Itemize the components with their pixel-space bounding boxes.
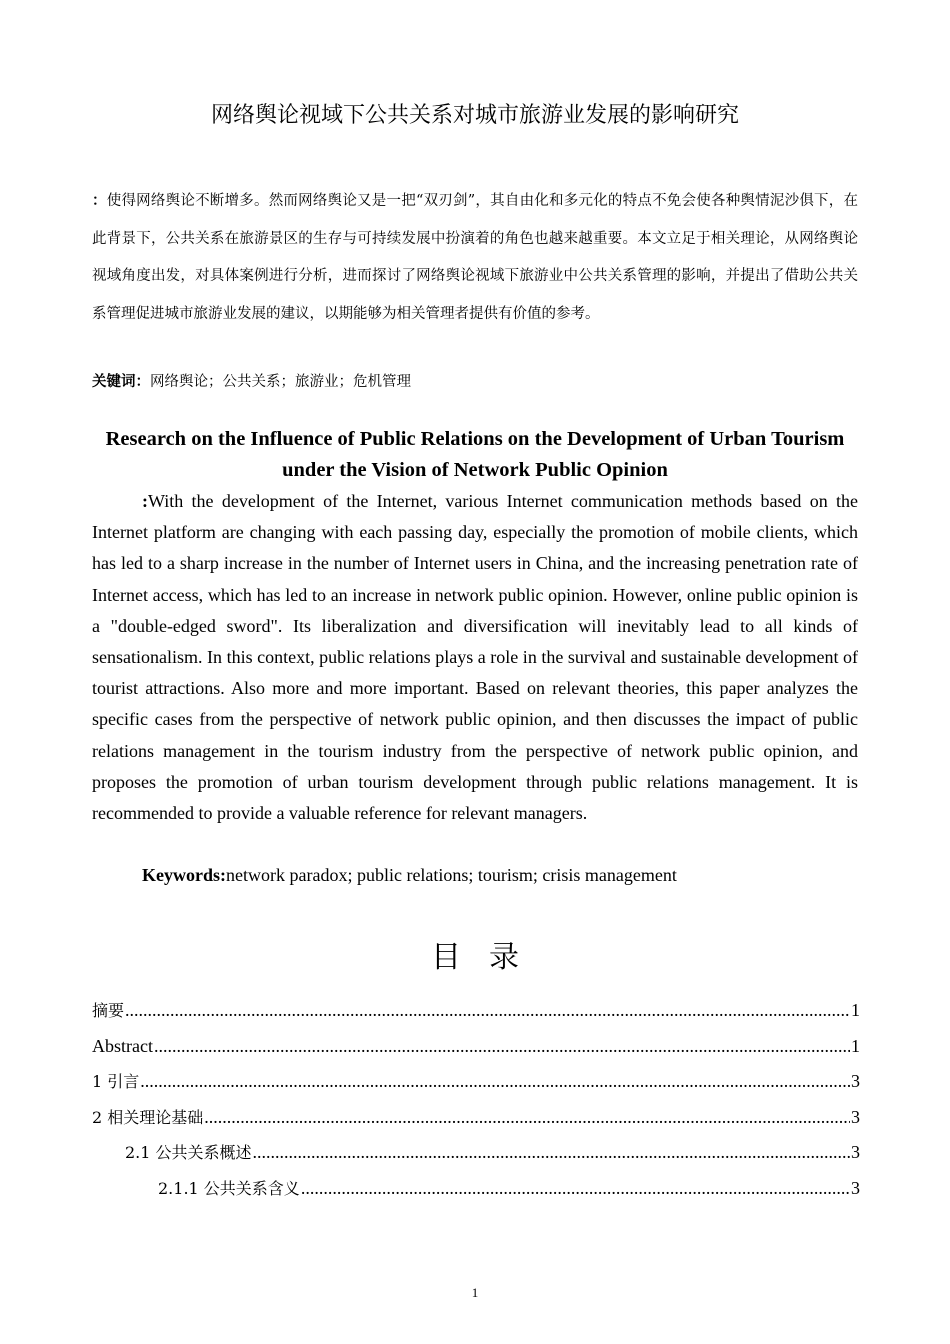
toc-leader-dots: [125, 996, 850, 1024]
toc-leader-dots: [301, 1174, 850, 1202]
toc-entry-page: 3: [851, 1071, 860, 1091]
toc-entry-label: Abstract: [92, 1035, 153, 1056]
chinese-keywords-text: 网络舆论；公共关系；旅游业；危机管理: [150, 374, 411, 390]
toc-entry-page: 1: [851, 1000, 860, 1020]
toc-leader-dots: [253, 1138, 850, 1166]
toc-leader-dots: [154, 1032, 850, 1060]
chinese-keywords: [92, 368, 858, 396]
table-of-contents: [92, 996, 860, 1209]
toc-entry-page: 3: [851, 1177, 860, 1198]
english-keywords: [142, 860, 858, 890]
toc-entry-introduction[interactable]: [92, 1067, 860, 1103]
english-keywords-label: Keywords:: [142, 865, 226, 885]
chinese-abstract: [92, 182, 858, 333]
toc-entry-page: 3: [851, 1106, 860, 1127]
english-keywords-text: network paradox; public relations; tourism; crisis management: [226, 865, 677, 885]
chinese-abstract-lead: ：: [92, 192, 107, 209]
toc-entry-label: 1 引言: [92, 1072, 140, 1091]
chinese-keywords-label: 关键词：: [92, 373, 150, 390]
toc-title: 目录: [431, 940, 547, 975]
chinese-abstract-body: 使得网络舆论不断增多。然而网络舆论又是一把“双刃剑”，其自由化和多元化的特点不免会使各种舆情泥沙俱下，在此背景下，公共关系在旅游景区的生存与可持续发展中扮演着的角色也越来越重要。本文立足于相关理论，从网络舆论视域角度出发，对具体案例进行分析，进而探讨了网络舆论视域下旅游业中公共关系管理的影响，并提出了借助公共关系管理促进城市旅游业发展的建议，以期能够为相关管理者提供有价值的参考。: [92, 193, 859, 322]
english-abstract-body: With the development of the Internet, various Internet communication methods based on the Internet platform are changing with each passing day, especially the promotion of mobile clients, which has led to a sharp increase in the number of Internet users in China, and the increasing penetration rate of Internet access, which has led to an increase in network public opinion. However, online public opinion is a "double-edged sword". Its liberalization and diversification will inevitably lead to all kinds of sensationalism. In this context, public relations plays a role in the survival and sustainable development of tourist attractions. Also more and more important. Based on relevant theories, this paper analyzes the specific cases from the perspective of network public opinion, and then discusses the impact of public relations management in the tourism industry from the perspective of network public opinion, and proposes the promotion of urban tourism development through public relations management. It is recommended to provide a valuable reference for relevant managers.: [92, 491, 858, 824]
page-number: 1: [471, 1285, 479, 1300]
toc-leader-dots: [204, 1103, 850, 1131]
toc-entry-label: 2.1 公共关系概述: [125, 1143, 252, 1162]
toc-entry-abstract-en[interactable]: [92, 1032, 860, 1068]
toc-entry-pr-overview[interactable]: [92, 1138, 860, 1174]
toc-entry-label: 摘要: [92, 1001, 125, 1020]
toc-entry-abstract-cn[interactable]: [92, 996, 860, 1032]
toc-entry-page: 1: [851, 1035, 860, 1056]
toc-entry-page: 3: [851, 1142, 860, 1162]
english-abstract: [92, 486, 858, 829]
toc-entry-label: 2.1.1 公共关系含义: [158, 1178, 300, 1198]
toc-entry-theory[interactable]: [92, 1103, 860, 1139]
toc-entry-pr-meaning[interactable]: [92, 1174, 860, 1210]
english-abstract-lead: :: [142, 491, 148, 511]
toc-leader-dots: [140, 1067, 850, 1095]
toc-entry-label: 2 相关理论基础: [92, 1107, 204, 1127]
english-title: Research on the Influence of Public Relations on the Development of Urban Tourism under the Vision of Network Public Opinion: [105, 428, 845, 481]
chinese-title: 网络舆论视域下公共关系对城市旅游业发展的影响研究: [210, 103, 739, 128]
